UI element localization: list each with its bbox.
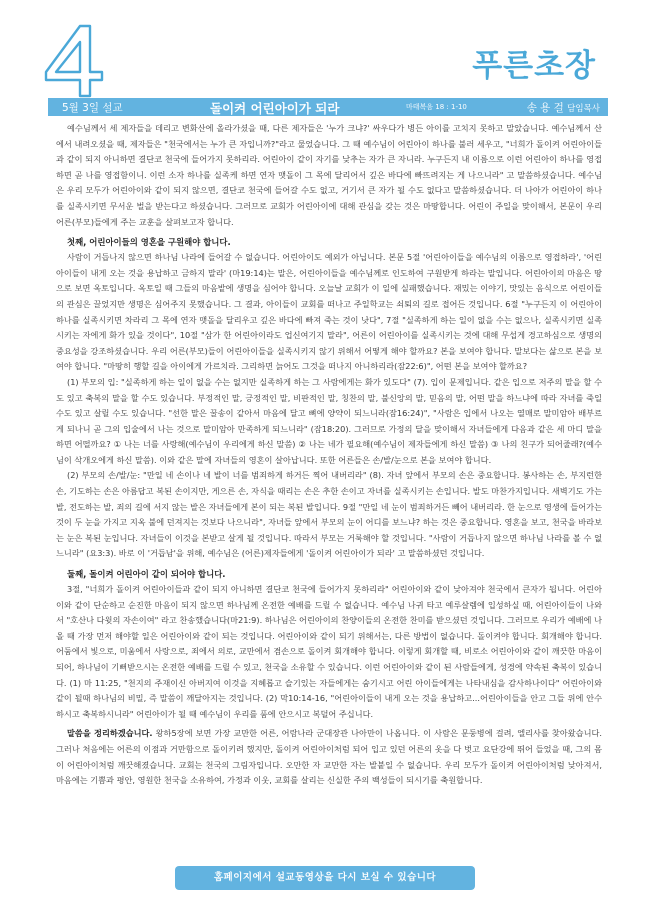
pastor-name: 송 용 걸	[526, 102, 564, 114]
section-2-heading: 둘째, 돌이켜 어린아이 같이 되어야 합니다.	[67, 569, 226, 580]
sermon-title: 돌이켜 어린아이가 되라	[210, 101, 340, 116]
sermon-body	[56, 121, 602, 789]
brand-title: 푸른초장	[472, 48, 596, 84]
section-2-paragraph-1: 3절, "너희가 돌이켜 어린아이들과 같이 되지 아니하면 결단코 천국에 들어가지 못하리라" 어린아이와 같이 낮아져야 천국에서 큰자가 됩니다. 어린아이와 같이 단순하고 순진한 마음이 되지 않으면 하나님께 온전한 예배를 드릴 수 없습니다. 예수님 나귀 타고 예루살렘에 입성하실 때, 어린아이들이 나와서 "호산나 다윗의 자손이여" 라고 찬송했습니다(마21:9). 하나님은 어린아이의 찬양이들의 온전한 찬미를 받으셨던 것입니다. 그러므로 우리가 예배에 나올 때 가장 먼저 해야할 일은 어린아이와 같이 되는 것입니다. 어린아이와 같이 되기 위해서는, 다른 방법이 없습니다. 돌이켜야 합니다. 회개해야 합니다. 어둠에서 빛으로, 미움에서 사랑으로, 죄에서 의로, 교만에서 겸손으로 돌이켜 회개해야 합니다. 이렇게 회개할 때, 비로소 어린아이와 같이 깨끗한 마음이 되어, 하나님이 기뻐받으시는 온전한 예배를 드릴 수 있고, 천국을 소유할 수 있습니다. 이런 어린아이와 같이 된 사람들에게, 성경에 약속된 축복이 있습니다. (1) 마 11:25, "천지의 주재이신 아버지여 이것을 지혜롭고 슬기있는 자들에게는 숨기시고 어린 아이들에게는 나타내심을 감사하나이다" 어린아이와 같이 될때 하나님의 비밀, 즉 말씀이 깨달아지는 것입니다. (2) 막10:14-16, "어린아이들이 내게 오는 것을 용납하고...어린아이들을 안고 그들 위에 안수하시고 축복하시니라" 어린아이가 될 때 예수님이 우리를 품에 안으시고 복덜어 주십니다.	[56, 584, 602, 719]
summary-label: 말씀을 정리하겠습니다.	[67, 728, 153, 739]
section-1-paragraph-2: (1) 부모의 입: "실족하게 하는 일이 없을 수는 없지만 실족하게 하는 그 사람에게는 화가 있도다" (7). 입이 문제입니다. 같은 입으로 저주의 말을 할 수도 있고 축복의 말을 할 수도 있습니다. 부정적인 말, 긍정적인 말, 비판적인 말, 칭찬의 말, 불신앙의 말, 믿음의 말, 어떤 말을 하느냐에 따라 자녀를 죽일 수도 있고 살릴 수도 있습니다. "선한 말은 꿀송이 같아서 마음에 달고 뼈에 양약이 되느니라(잠16:24)", "사람은 입에서 나오는 열매로 말미암아 배부르게 되나니 곧 그의 입술에서 나는 것으로 말미암아 만족하게 되느니라" (잠18:20). 그러므로 가정의 달을 맞이해서 자녀들에게 다음과 같은 세 마디 말을 하면 어떨까요? ① 나는 너를 사랑해(예수님이 우리에게 하신 말씀) ② 나는 네가 필요해(예수님이 제자들에게 하신 말씀) ③ 나의 친구가 되어줄래?(예수님이 삭개오에게 하신 말씀). 이와 같은 말에 자녀들의 영혼이 살아납니다. 또한 어른들은 손/발/눈으로 본을 보여야 합니다.	[56, 376, 602, 465]
summary-paragraph	[56, 726, 602, 788]
section-1-heading: 첫째, 어린아이들의 영혼을 구원해야 합니다.	[67, 237, 231, 248]
section-1-paragraph-3: (2) 부모의 손/발/눈: "만일 네 손이나 네 발이 너를 범죄하게 하거든 찍어 내버리라" (8). 자녀 앞에서 부모의 손은 중요합니다. 봉사하는 손, 부지런한 손, 기도하는 손은 아름답고 복된 손이지만, 게으른 손, 자식을 때리는 손은 추한 손이고 자녀를 실족시키는 손입니다. 발도 마찬가지입니다. 새벽기도 가는 발, 전도하는 발, 죄의 길에 서지 않는 발은 자녀들에게 본이 되는 복된 발입니다. 9절 "만일 네 눈이 범죄하거든 빼어 내버리라. 한 눈으로 영생에 들어가는 것이 두 눈을 가지고 지옥 불에 던져지는 것보다 나으니라", 자녀들 앞에서 부모의 눈이 어디를 보느냐? 하는 것은 중요합니다. 영혼을 보고, 천국을 바라보는 눈은 복된 눈입니다. 자녀들이 이것을 본받고 살게 될 것입니다. 따라서 부모는 거룩해야 할 것입니다. "사람이 거듭나지 않으면 하나님 나라를 볼 수 없느니라" (요3:3). 바로 이 '거듭남'을 위해, 예수님은 (어른)제자들에게 '돌이켜 어린아이가 되라' 고 말씀하셨던 것입니다.	[56, 470, 602, 559]
scripture-reference: 마태복음 18 : 1-10	[406, 103, 467, 111]
pastor-info	[527, 100, 600, 115]
video-replay-button[interactable]: 홈페이지에서 설교동영상을 다시 보실 수 있습니다	[175, 866, 475, 890]
issue-number-logo	[40, 22, 108, 100]
pastor-title: 담임목사	[567, 104, 600, 114]
sermon-header-bar	[48, 98, 608, 116]
sermon-date: 5월 3일 설교	[62, 102, 123, 114]
summary-text: 왕하5장에 보면 가장 교만한 어른, 어람나라 군대장관 나아만이 나옵니다. 이 사람은 문둥병에 걸려, 엘리사를 찾아왔습니다. 그러나 처음에는 어른의 이점과 거만함으로 돌이키려 했지만, 돌이켜 어린아이처럼 되어 입고 있던 어른의 옷을 다 벗고 요단강에 뛰어 들었을 때, 그의 몸이 어린아이처럼 깨끗해졌습니다. 교회는 천국의 그림자입니다. 오만한 자 교만한 자는 발붙일 수 없습니다. 우리 모두가 돌이켜 어린아이처럼 낮아져서, 마음에는 기쁨과 평안, 영원한 천국을 소유하여, 가정과 이웃, 교회를 살리는 신실한 주의 백성들이 되시기를 축원합니다.	[56, 728, 602, 786]
intro-paragraph: 예수님께서 세 제자들을 데리고 변화산에 올라가셨을 때, 다른 제자들은 '누가 크냐?' 싸우다가 병든 아이를 고치지 못하고 말았습니다. 예수님께서 산에서 내려오셨을 때, 제자들은 "천국에서는 누가 큰 자입니까?"라고 물었습니다. 그 때 예수님이 어린아이 하나를 불러 세우고, "너희가 돌이켜 어린아이들과 같이 되지 아니하면 결단코 천국에 들어가지 못하리라. 어린아이 같이 자기를 낮추는 자가 큰 자니라. 누구든지 내 이름으로 이런 어린아이 하나를 영접하면 곧 나를 영접함이니. 이런 소자 하나를 실족케 하면 연자 맷돌이 그 목에 달리어서 깊은 바다에 빠뜨려지는 게 나으니라" 고 말씀하셨습니다. 예수님은 우리 모두가 어린아이와 같이 되지 않으면, 결단코 천국에 들어갈 수도 없고, 거기서 큰 자가 될 수도 없다고 말씀하셨습니다. 더 나아가 어린아이 하나를 실족시키면 무서운 벌을 받는다고 하셨습니다. 그러므로 교회가 어린아이에 대해 관심을 갖는 것은 마땅합니다. 어린이 주일을 맞이해서, 본문이 우리 어른(부모)들에게 주는 교훈을 살펴보고자 합니다.	[56, 123, 602, 227]
section-1-paragraph-1: 사람이 거듭나지 않으면 하나님 나라에 들어갈 수 없습니다. 어린아이도 예외가 아닙니다. 본문 5절 '어린아이들을 예수님의 이름으로 영접하라', '어린아이들이 내게 오는 것을 용납하고 금하지 말라' (마19:14)는 말은, 어린아이들을 예수님께로 인도하여 구원받게 하라는 말입니다. 어린아이의 마음은 땅으로 보면 옥토입니다. 옥토일 때 그들의 마음밭에 생명을 심어야 합니다. 오늘날 교회가 이 일에 실패했습니다. 재밌는 이야기, 맛있는 음식으로 어린이들의 관심은 끌었지만 생명은 심어주지 못했습니다. 그 결과, 아이들이 교회를 떠나고 주일학교는 쇠퇴의 길로 접어든 것입니다. 6절 "누구든지 이 어린아이 하나를 실족시키면 차라리 그 목에 연자 맷돌을 달리우고 깊은 바다에 빠져 죽는 것이 낫다", 7절 "실족하게 하는 일이 없을 수는 없으나, 실족시키면 실족시키는 자에게 화가 있을 것이다", 10절 "삼가 한 어린아이라도 업신여기지 말라", 어른이 어린아이를 실족시키는 것에 대해 무섭게 경고하심으로 생명의 중요성을 강조하셨습니다. 우리 어른(부모)들이 어린아이들을 실족시키지 않기 위해서 어떻게 해야 할까요? 본을 보여야 합니다. 말보다는 삶으로 본을 보여야 합니다. "마땅히 행할 길을 아이에게 가르치라. 그리하면 늙어도 그것을 떠나지 아니하리라(잠22:6)", 어떤 본을 보여야 할까요?	[56, 252, 602, 372]
